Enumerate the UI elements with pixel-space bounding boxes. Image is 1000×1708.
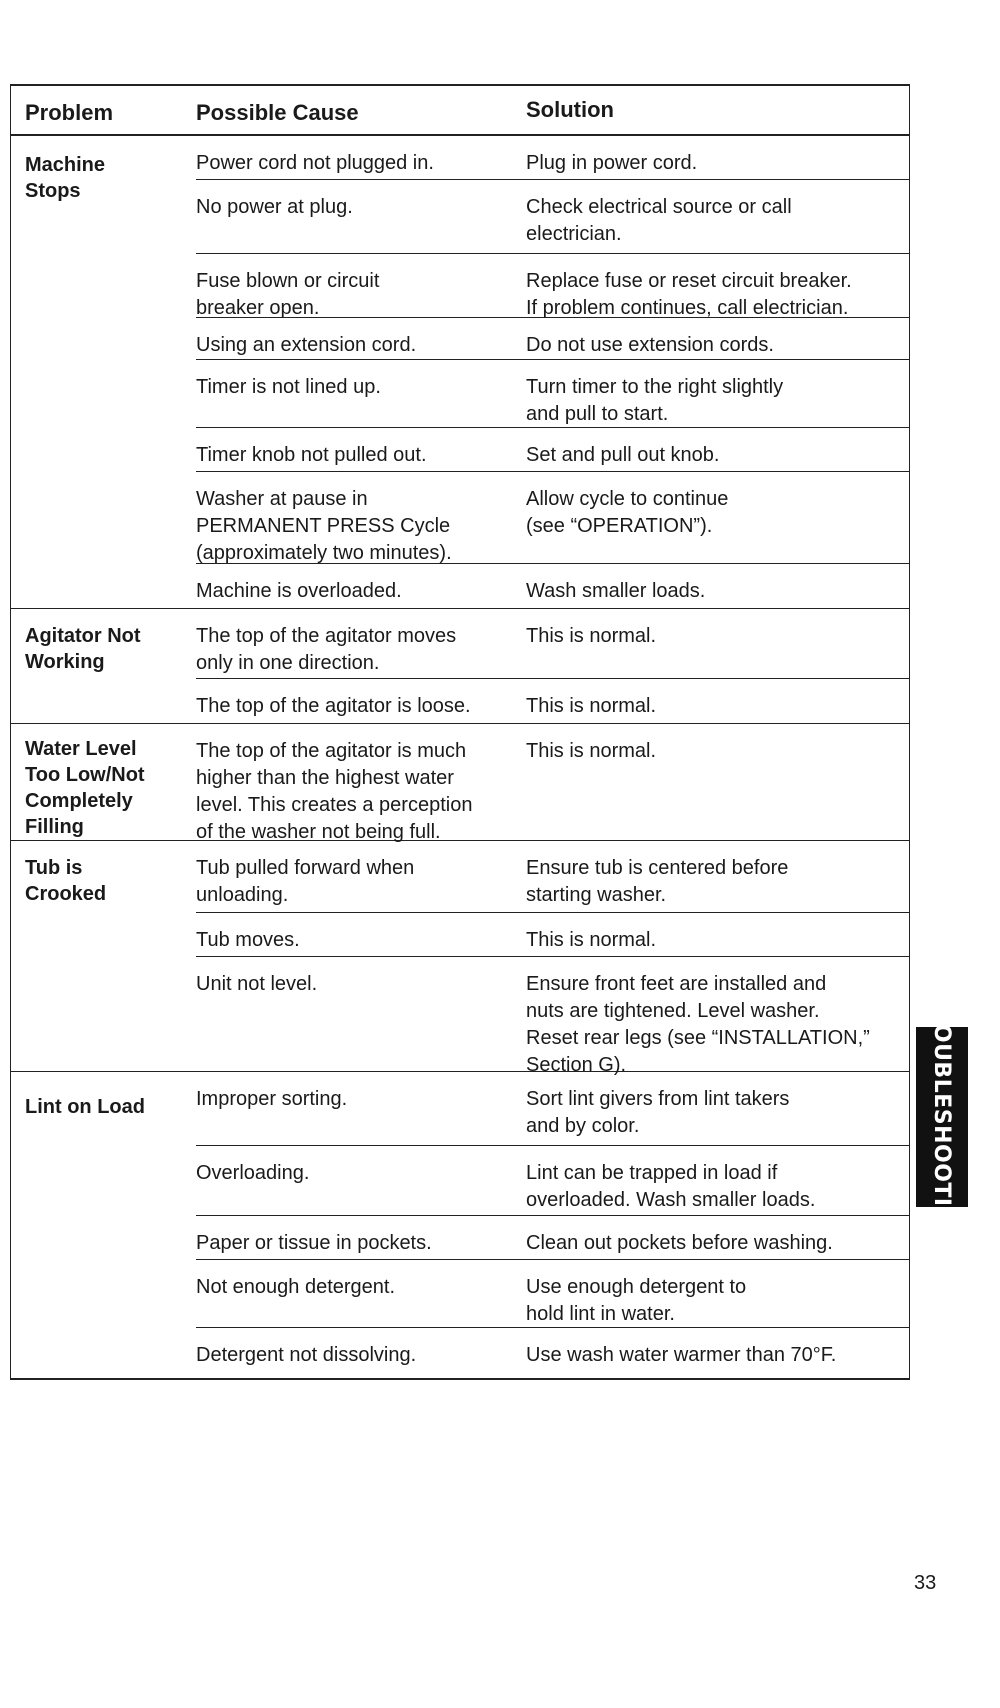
table-header <box>11 86 909 136</box>
problem-label: Agitator Not Working <box>25 625 141 673</box>
solution-cell: Plug in power cord. <box>526 152 698 174</box>
problem-label: Water Level Too Low/Not Completely Filling <box>25 738 145 838</box>
solution-cell: Turn timer to the right slightly and pull to start. <box>526 376 784 425</box>
possible-cause-cell: Unit not level. <box>196 973 318 995</box>
problem-label: Tub is Crooked <box>25 857 107 905</box>
possible-cause-cell: Fuse blown or circuit breaker open. <box>196 270 380 319</box>
table-row <box>196 428 909 472</box>
table-row <box>196 841 909 913</box>
table-body <box>11 136 909 1378</box>
problem-group <box>11 1072 909 1378</box>
solution-cell: Sort lint givers from lint takers and by color. <box>526 1088 790 1137</box>
solution-cell: Ensure front feet are installed and nuts are tightened. Level washer. Reset rear legs (see “INSTALLATION,” Section G). <box>526 973 870 1076</box>
table-row <box>196 136 909 180</box>
problem-group <box>11 724 909 841</box>
cause-solution-rows <box>182 136 909 608</box>
cause-solution-rows <box>182 724 909 843</box>
problem-group <box>11 841 909 1076</box>
solution-cell: Replace fuse or reset circuit breaker. If problem continues, call electrician. <box>526 270 852 319</box>
solution-cell: Use enough detergent to hold lint in water. <box>526 1276 747 1325</box>
possible-cause-cell: The top of the agitator moves only in one direction. <box>196 625 457 674</box>
cause-solution-rows <box>182 841 909 1076</box>
header-possible-cause: Possible Cause <box>196 100 359 125</box>
problem-group <box>11 609 909 724</box>
table-row <box>196 609 909 679</box>
table-row <box>196 472 909 564</box>
table-row <box>196 679 909 723</box>
table-row <box>196 254 909 318</box>
table-row <box>196 564 909 608</box>
possible-cause-cell: The top of the agitator is much higher than the highest water level. This creates a perception of the washer not being full. <box>196 740 473 843</box>
solution-cell: This is normal. <box>526 625 657 647</box>
problem-group <box>11 136 909 609</box>
solution-cell: This is normal. <box>526 740 657 762</box>
header-solution: Solution <box>526 97 614 122</box>
possible-cause-cell: Tub moves. <box>196 929 300 951</box>
header-problem: Problem <box>25 100 114 125</box>
solution-cell: Set and pull out knob. <box>526 444 720 466</box>
possible-cause-cell: Using an extension cord. <box>196 334 417 356</box>
problem-label: Machine Stops <box>25 154 106 202</box>
solution-cell: Wash smaller loads. <box>526 580 706 602</box>
solution-cell: This is normal. <box>526 695 657 717</box>
solution-cell: Use wash water warmer than 70°F. <box>526 1344 837 1366</box>
possible-cause-cell: Overloading. <box>196 1162 310 1184</box>
troubleshooting-table <box>10 84 910 1380</box>
possible-cause-cell: Tub pulled forward when unloading. <box>196 857 415 906</box>
solution-cell: Lint can be trapped in load if overloaded. Wash smaller loads. <box>526 1162 816 1211</box>
table-row <box>196 360 909 428</box>
possible-cause-cell: Washer at pause in PERMANENT PRESS Cycle (approximately two minutes). <box>196 488 452 564</box>
possible-cause-cell: Timer knob not pulled out. <box>196 444 427 466</box>
possible-cause-cell: Improper sorting. <box>196 1088 348 1110</box>
solution-cell: Check electrical source or call electrician. <box>526 196 792 245</box>
table-row <box>196 318 909 360</box>
possible-cause-cell: Detergent not dissolving. <box>196 1344 417 1366</box>
possible-cause-cell: Power cord not plugged in. <box>196 152 434 174</box>
possible-cause-cell: Not enough detergent. <box>196 1276 396 1298</box>
table-row <box>196 180 909 254</box>
possible-cause-cell: No power at plug. <box>196 196 353 218</box>
solution-cell: Do not use extension cords. <box>526 334 774 356</box>
possible-cause-cell: Timer is not lined up. <box>196 376 381 398</box>
section-tab-label: TROUBLESHOOTING <box>929 990 955 1244</box>
solution-cell: Ensure tub is centered before starting washer. <box>526 857 789 906</box>
solution-cell: This is normal. <box>526 929 657 951</box>
table-row <box>196 913 909 957</box>
table-row <box>196 1146 909 1216</box>
solution-cell: Allow cycle to continue (see “OPERATION”). <box>526 488 729 537</box>
possible-cause-cell: Paper or tissue in pockets. <box>196 1232 432 1254</box>
section-tab <box>916 990 968 1244</box>
problem-label: Lint on Load <box>25 1096 145 1118</box>
possible-cause-cell: Machine is overloaded. <box>196 580 402 602</box>
table-row <box>196 1328 909 1378</box>
table-row <box>196 1072 909 1146</box>
table-row <box>196 957 909 1076</box>
page-number: 33 <box>914 1572 937 1594</box>
cause-solution-rows <box>182 609 909 723</box>
possible-cause-cell: The top of the agitator is loose. <box>196 695 471 717</box>
table-row <box>196 724 909 843</box>
table-row <box>196 1216 909 1260</box>
table-row <box>196 1260 909 1328</box>
cause-solution-rows <box>182 1072 909 1378</box>
solution-cell: Clean out pockets before washing. <box>526 1232 833 1254</box>
